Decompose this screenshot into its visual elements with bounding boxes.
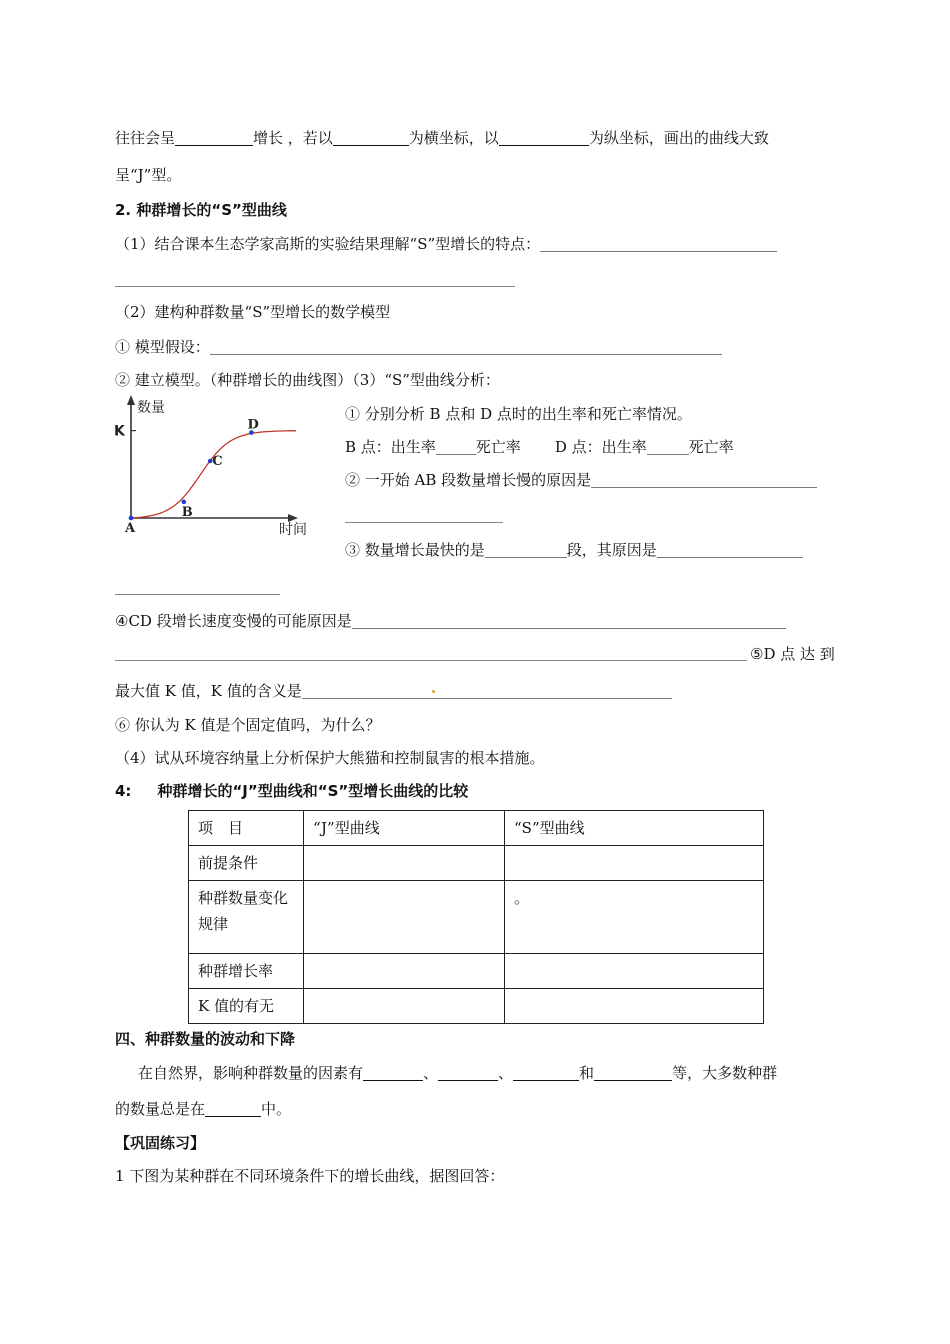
blank-d-birth[interactable] [647,438,689,455]
x-axis-arrow [288,514,298,522]
analysis-5: ④CD 段增长速度变慢的可能原因是 [115,611,786,631]
blank-cd-reason[interactable] [352,612,786,629]
header-cell: “S”型曲线 [505,811,764,846]
table-row [189,881,764,954]
y-axis-arrow [127,395,135,405]
table-cell[interactable]: 。 [505,881,764,954]
blank-k-meaning[interactable] [302,682,672,699]
analysis-1: ① 分别分析 B 点和 D 点时的出生率和死亡率情况。 [345,405,692,423]
blank-s-feature[interactable] [540,235,777,252]
table-cell[interactable] [304,846,505,881]
answer-line[interactable] [345,522,503,523]
answer-line[interactable] [115,660,747,661]
analysis-9: （4）试从环境容纳量上分析保护大熊猫和控制鼠害的根本措施。 [115,749,545,767]
point-a [129,516,134,521]
table-cell[interactable] [304,989,505,1024]
table-cell[interactable] [505,954,764,989]
section4-heading: 4: 种群增长的“J”型曲线和“S”型增长曲线的比较 [115,782,469,800]
table-row [189,954,764,989]
blank-assumption[interactable] [210,338,722,355]
row-label: 种群增长率 [189,954,304,989]
point-label-b: B [181,504,193,520]
point-label-c: C [212,454,223,469]
blank-b-birth[interactable] [436,438,476,455]
blank-fluctuation[interactable] [205,1100,261,1117]
build-model: ② 建立模型。（种群增长的曲线图）（3）“S”型曲线分析： [115,371,500,389]
blank-factor-2[interactable] [438,1064,498,1081]
row-label: K 值的有无 [189,989,304,1024]
answer-line[interactable] [115,594,280,595]
section-four-p2: 的数量总是在 中。 [115,1100,292,1118]
table-cell[interactable] [304,881,505,954]
header-cell: 项 目 [189,811,304,846]
k-tick-label: K [114,423,125,440]
header-cell: “J”型曲线 [304,811,505,846]
blank-x-axis[interactable] [333,129,409,146]
blank-ab-reason[interactable] [591,471,817,488]
analysis-3: ② 一开始 AB 段数量增长慢的原因是 [345,470,817,490]
table-cell[interactable] [505,846,764,881]
analysis-2: B 点：出生率 死亡率 D 点：出生率 死亡率 [345,438,734,456]
row-label: 前提条件 [189,846,304,881]
x-axis-label: 时间 [279,522,307,538]
s-curve-chart [112,393,327,538]
analysis-7: 最大值 K 值，K 值的含义是 [115,681,672,701]
stray-dot [432,690,435,693]
blank-fastest-reason[interactable] [657,541,803,558]
blank-y-axis[interactable] [499,129,589,146]
intro-line-2: 呈“J”型。 [115,166,182,184]
comparison-table [188,810,764,1024]
s-curve-line [131,431,296,518]
practice-title: 【巩固练习】 [115,1134,206,1152]
answer-line[interactable] [115,286,515,287]
blank-factor-1[interactable] [363,1064,423,1081]
row-label: 种群数量变化规律 [189,881,304,954]
section2-q2: （2）建构种群数量“S”型增长的数学模型 [115,303,391,321]
analysis-6: ⑤D 点 达 到 [750,645,835,663]
section2-title: 2. 种群增长的“S”型曲线 [115,201,287,219]
table-row [189,846,764,881]
blank-growth-type[interactable] [175,129,253,146]
table-cell[interactable] [505,989,764,1024]
section-four-title: 四、种群数量的波动和下降 [115,1030,296,1048]
blank-factor-4[interactable] [594,1064,672,1081]
model-assumption: ① 模型假设： [115,337,722,357]
intro-line-1: 往往会呈 增长 ，若以 为横坐标，以 为纵坐标，画出的曲线大致 [115,129,769,147]
practice-q1: 1 下图为某种群在不同环境条件下的增长曲线，据图回答： [115,1167,505,1185]
analysis-8: ⑥ 你认为 K 值是个固定值吗，为什么？ [115,716,381,734]
blank-factor-3[interactable] [513,1064,579,1081]
y-axis-label: 数量 [137,400,165,416]
table-header-row [189,811,764,846]
table-cell[interactable] [304,954,505,989]
point-label-d: D [247,417,259,433]
point-b [182,500,187,505]
section-four-p1: 在自然界，影响种群数量的因素有 、 、 和 等，大多数种群 [138,1064,778,1082]
blank-fastest-segment[interactable] [485,541,567,558]
table-row [189,989,764,1024]
section2-q1: （1）结合课本生态学家高斯的实验结果理解“S”型增长的特点： [115,234,777,254]
point-label-a: A [125,521,136,536]
analysis-4: ③ 数量增长最快的是 段，其原因是 [345,540,803,560]
